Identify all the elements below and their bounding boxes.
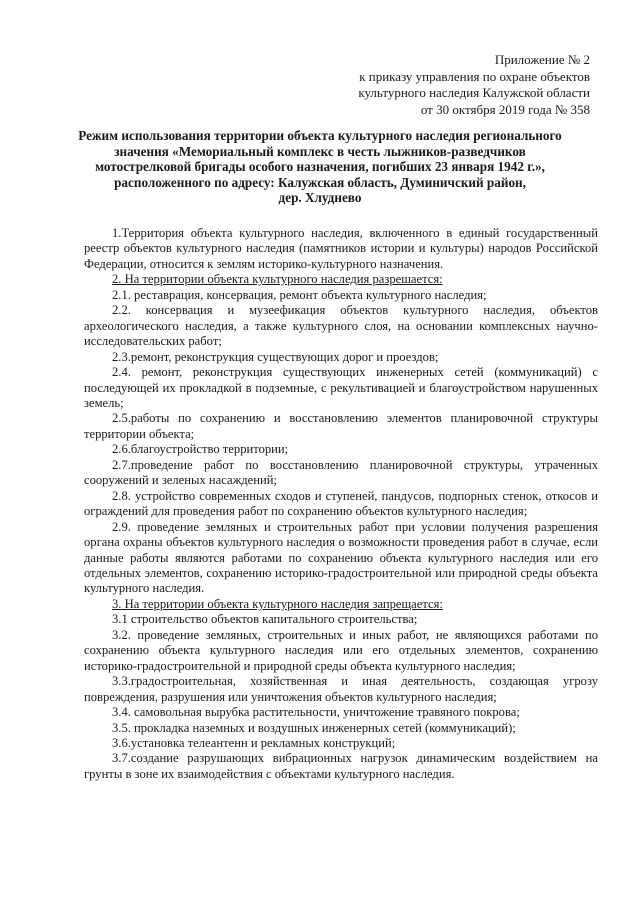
paragraph-2-9: 2.9. проведение земляных и строительных работ при условии получения разрешения органа охраны объектов культурного наследия о возможности проведения работ в случае, если данные работы являются работами по сохранению объекта культурного наследия или его отдельных элементов, сохранению историко-градостроительной или природной среды объекта культурного наследия. (84, 519, 598, 596)
title-line: Режим использования территории объекта культурного наследия регионального (78, 128, 562, 143)
paragraph-2-2: 2.2. консервация и музеефикация объектов культурного наследия, объектов археологического наследия, а также культурного слоя, на основании комплексных научно-исследовательских работ; (84, 303, 598, 349)
paragraph-3-4: 3.4. самовольная вырубка растительности, уничтожение травяного покрова; (112, 705, 520, 720)
paragraph-3-6: 3.6.установка телеантенн и рекламных конструкций; (112, 735, 396, 750)
title-line: дер. Хлуднево (278, 190, 362, 205)
paragraph-3-2: 3.2. проведение земляных, строительных и иных работ, не являющихся работами по сохранению объекта культурного наследия или его отдельных элементов, сохранению историко-градостроительной и природной среды объекта культурного наследия; (84, 627, 598, 673)
appendix-order-ref: к приказу управления по охране объектов (359, 68, 590, 84)
appendix-number: Приложение № 2 (494, 52, 590, 67)
paragraph-2-8: 2.8. устройство современных сходов и ступеней, пандусов, подпорных стенок, откосов и ограждений для проведения работ по сохранению объектов культурного наследия; (84, 488, 598, 519)
paragraph-2-3: 2.3.ремонт, реконструкция существующих дорог и проездов; (112, 349, 439, 364)
paragraph-2-1: 2.1. реставрация, консервация, ремонт объекта культурного наследия; (112, 287, 487, 302)
paragraph-2-4: 2.4. ремонт, реконструкция существующих инженерных сетей (коммуникаций) с последующей их прокладкой в подземные, с рекультивацией и благоустройством нарушенных земель; (84, 365, 598, 410)
paragraph-3-1: 3.1 строительство объектов капитального строительства; (112, 612, 418, 627)
appendix-authority: культурного наследия Калужской области (358, 85, 590, 100)
appendix-header (330, 52, 590, 118)
paragraph-3-7: 3.7.создание разрушающих вибрационных нагрузок динамическим воздействием на грунты в зоне их взаимодействия с объектами культурного наследия. (84, 751, 598, 781)
paragraph-1: 1.Территория объекта культурного наследия, включенного в единый государственный реестр объектов культурного наследия (памятников истории и культуры) народов Российской Федерации, относится к землям историко-культурного назначения. (84, 226, 598, 271)
title-line: расположенного по адресу: Калужская область, Думиничский район, (114, 174, 526, 190)
section-2-heading: 2. На территории объекта культурного наследия разрешается: (112, 272, 443, 287)
appendix-date: от 30 октября 2019 года № 358 (420, 101, 590, 117)
title-line: мотострелковой бригады особого назначения, погибших 23 января 1942 г.», (95, 159, 545, 174)
paragraph-2-6: 2.6.благоустройство территории; (112, 442, 289, 457)
paragraph-2-5: 2.5.работы по сохранению и восстановлению элементов планировочной структуры территории объекта; (84, 411, 598, 441)
paragraph-2-7: 2.7.проведение работ по восстановлению планировочной структуры, утраченных сооружений и зеленых насаждений; (84, 457, 598, 488)
paragraph-3-3: 3.3.градостроительная, хозяйственная и иная деятельность, создающая угрозу повреждения, разрушения или уничтожения объектов культурного наследия; (84, 674, 598, 704)
section-3-heading: 3. На территории объекта культурного наследия запрещается: (112, 596, 443, 611)
document-title (70, 128, 570, 206)
document-body (84, 226, 598, 782)
paragraph-3-5: 3.5. прокладка наземных и воздушных инженерных сетей (коммуникаций); (112, 720, 516, 735)
title-line: значения «Мемориальный комплекс в честь лыжников-разведчиков (114, 143, 526, 159)
